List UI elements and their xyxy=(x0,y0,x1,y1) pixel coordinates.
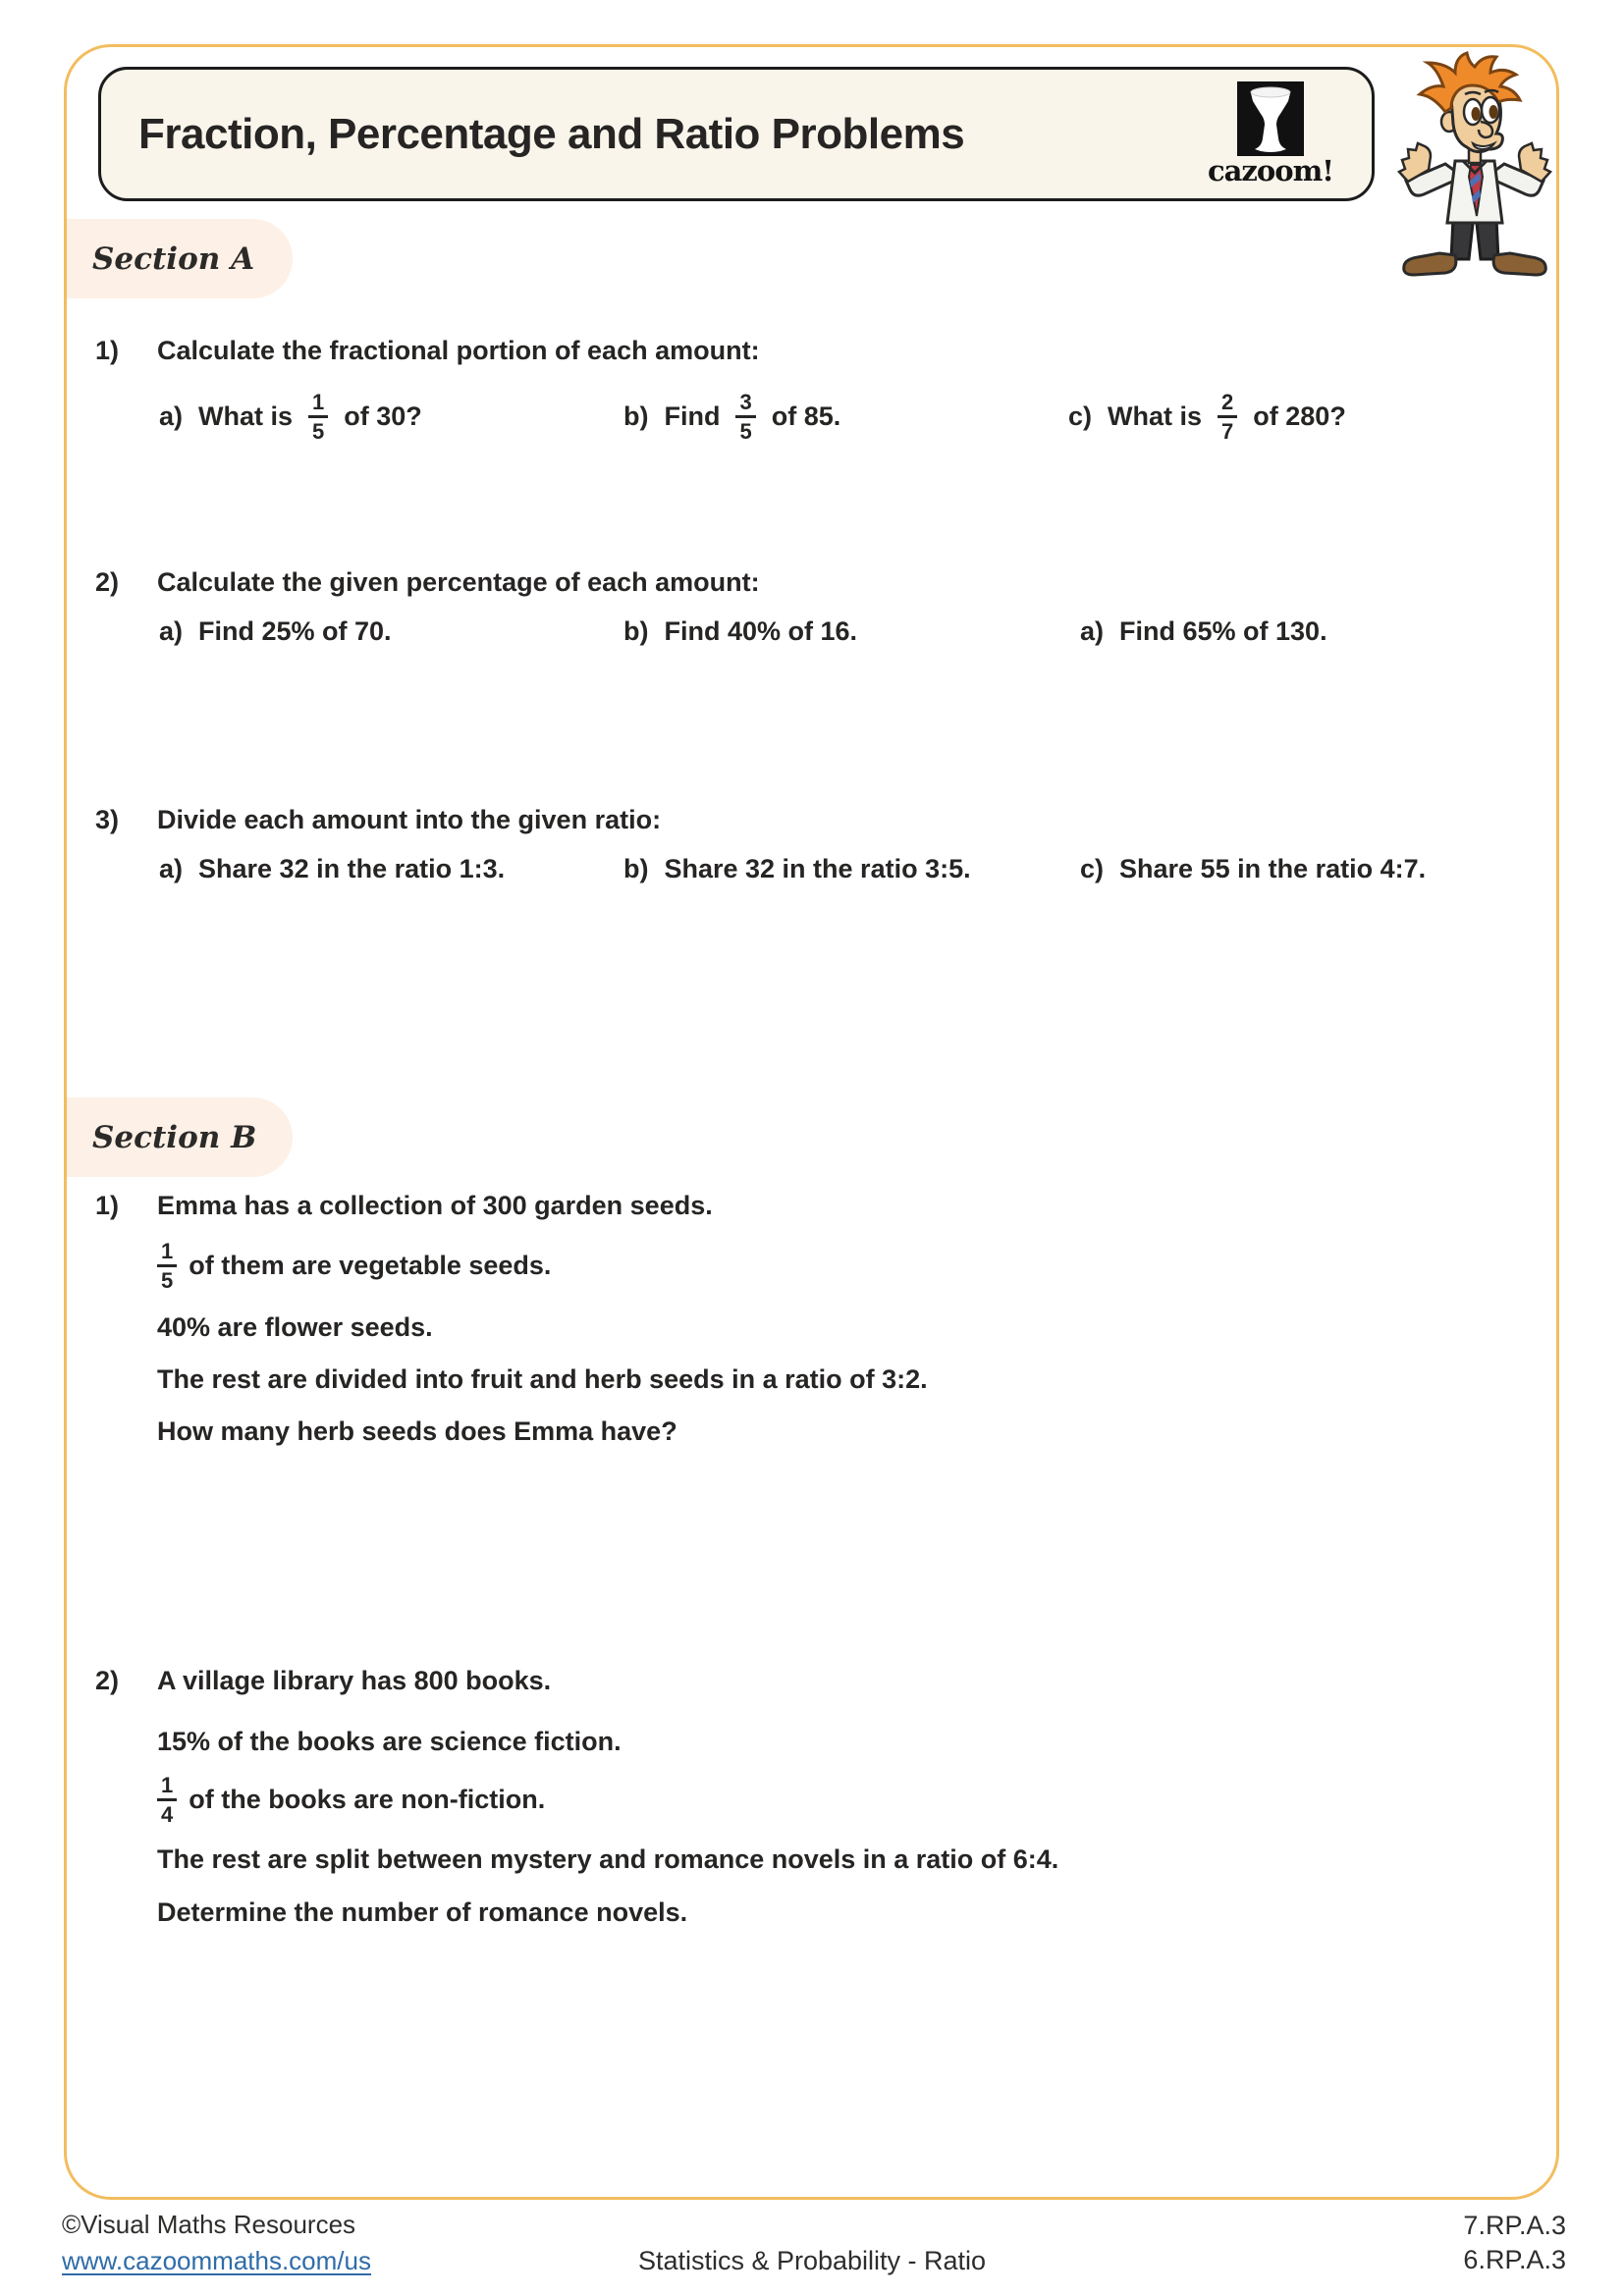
fraction xyxy=(157,1240,177,1292)
fraction xyxy=(157,1774,177,1826)
fraction-numerator: 3 xyxy=(735,391,755,418)
part-post-text: of 30? xyxy=(344,401,422,432)
fraction-post-text: of the books are non-fiction. xyxy=(189,1785,546,1815)
part-text: Share 32 in the ratio 3:5. xyxy=(664,854,971,883)
part-label: a) xyxy=(159,616,184,646)
section-a-label: Section A xyxy=(67,219,293,298)
problem-line: The rest are divided into fruit and herb seeds in a ratio of 3:2. xyxy=(157,1364,928,1394)
part-text: Share 32 in the ratio 1:3. xyxy=(198,854,506,883)
fraction-denominator: 4 xyxy=(161,1802,174,1828)
part-text: Find 25% of 70. xyxy=(198,616,392,646)
part-pre-text: Find xyxy=(664,401,721,432)
question-number: 3) xyxy=(95,805,120,834)
page-title: Fraction, Percentage and Ratio Problems xyxy=(138,109,965,158)
question-part xyxy=(159,391,422,443)
fraction-post-text: of them are vegetable seeds. xyxy=(189,1251,552,1281)
standard-code: 7.RP.A.3 xyxy=(1463,2211,1566,2240)
fraction-numerator: 1 xyxy=(157,1240,177,1267)
copyright-text: ©Visual Maths Resources xyxy=(62,2210,356,2239)
problem-line: The rest are split between mystery and romance novels in a ratio of 6:4. xyxy=(157,1844,1059,1874)
question-prompt: Calculate the given percentage of each amount: xyxy=(157,567,760,597)
drum-icon xyxy=(1237,81,1304,156)
question-part xyxy=(1080,854,1426,884)
part-post-text: of 85. xyxy=(771,401,841,432)
footer-topic: Statistics & Probability - Ratio xyxy=(637,2246,987,2275)
fraction-numerator: 1 xyxy=(157,1774,177,1801)
problem-line-with-fraction xyxy=(157,1240,551,1292)
standard-code: 6.RP.A.3 xyxy=(1463,2245,1566,2274)
fraction-denominator: 7 xyxy=(1221,419,1234,445)
fraction-numerator: 1 xyxy=(308,391,328,418)
mascot-character xyxy=(1386,51,1563,292)
question-part xyxy=(623,616,857,647)
part-label: b) xyxy=(623,616,649,646)
question-part xyxy=(159,854,505,884)
question-part xyxy=(159,616,392,647)
fraction-denominator: 5 xyxy=(739,419,752,445)
part-text: Find 40% of 16. xyxy=(664,616,858,646)
question-number: 1) xyxy=(95,1191,120,1220)
problem-line: How many herb seeds does Emma have? xyxy=(157,1416,677,1446)
part-label: c) xyxy=(1080,854,1105,883)
question-part xyxy=(623,854,971,884)
part-pre-text: What is xyxy=(1108,401,1203,432)
part-pre-text: What is xyxy=(198,401,294,432)
question-prompt: Divide each amount into the given ratio: xyxy=(157,805,662,834)
section-b-label: Section B xyxy=(67,1097,293,1177)
part-label: a) xyxy=(159,401,184,432)
part-label: c) xyxy=(1068,401,1093,432)
problem-line: Determine the number of romance novels. xyxy=(157,1897,688,1927)
footer-standards xyxy=(1463,2209,1566,2277)
problem-line: 40% are flower seeds. xyxy=(157,1312,433,1342)
question-part xyxy=(623,391,840,443)
problem-line-with-fraction xyxy=(157,1774,545,1826)
fraction xyxy=(1218,391,1237,443)
part-label: b) xyxy=(623,854,649,883)
question-part xyxy=(1080,616,1327,647)
part-text: Find 65% of 130. xyxy=(1119,616,1327,646)
fraction xyxy=(308,391,328,443)
part-label: a) xyxy=(159,854,184,883)
fraction xyxy=(735,391,755,443)
title-banner xyxy=(98,67,1375,201)
part-post-text: of 280? xyxy=(1253,401,1346,432)
problem-line: 15% of the books are science fiction. xyxy=(157,1727,622,1756)
website-link[interactable]: www.cazoommaths.com/us xyxy=(62,2246,371,2275)
part-label: a) xyxy=(1080,616,1105,646)
logo-wordmark: cazoom! xyxy=(1207,153,1334,187)
part-label: b) xyxy=(623,401,649,432)
fraction-denominator: 5 xyxy=(161,1268,174,1294)
question-number: 2) xyxy=(95,567,120,597)
question-part xyxy=(1068,391,1346,443)
fraction-numerator: 2 xyxy=(1218,391,1237,418)
question-prompt: Calculate the fractional portion of each amount: xyxy=(157,336,760,365)
question-number: 1) xyxy=(95,336,120,365)
problem-line: A village library has 800 books. xyxy=(157,1666,552,1695)
problem-line: Emma has a collection of 300 garden seeds. xyxy=(157,1191,713,1220)
part-text: Share 55 in the ratio 4:7. xyxy=(1119,854,1427,883)
fraction-denominator: 5 xyxy=(312,419,325,445)
question-number: 2) xyxy=(95,1666,120,1695)
cazoom-logo xyxy=(1197,81,1344,187)
